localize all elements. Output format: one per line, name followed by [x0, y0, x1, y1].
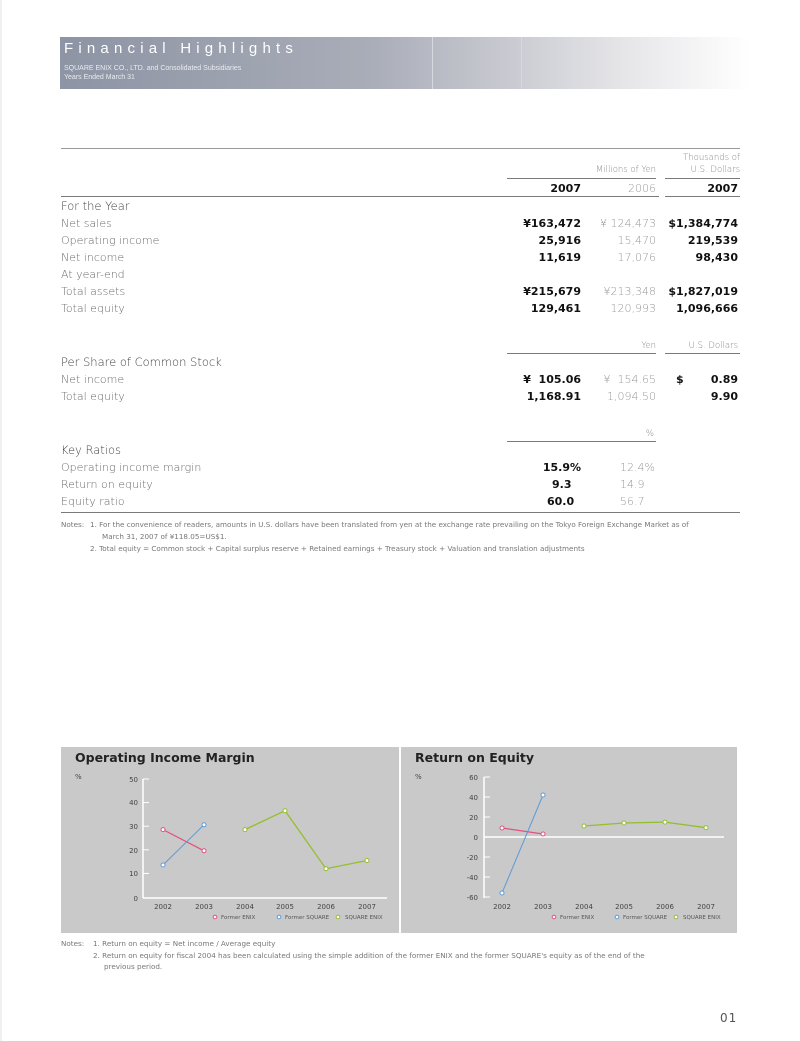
roe-chart-plot: [401, 747, 737, 933]
svg-text:Former SQUARE: Former SQUARE: [623, 915, 668, 921]
svg-text:2005: 2005: [615, 903, 633, 911]
usd-sign: $: [676, 373, 684, 386]
x-ticks: [493, 903, 715, 911]
unit-yen: Millions of Yen: [595, 165, 656, 175]
usd-rule: [665, 178, 740, 179]
chart-title: Operating Income Margin: [75, 750, 255, 765]
row-label: Net sales: [61, 217, 112, 230]
y-unit-label: %: [415, 773, 422, 781]
svg-text:-60: -60: [466, 894, 478, 902]
col-2006: 2006: [628, 182, 656, 195]
value-2007: 60.0: [547, 495, 575, 508]
value-usd: 98,430: [695, 251, 738, 264]
section-for-the-year: For the Year: [61, 199, 130, 213]
legend: [552, 915, 721, 921]
header-band: [60, 37, 750, 89]
unit-usd-line2: U.S. Dollars: [690, 165, 740, 175]
value-2006: 14.9: [620, 478, 645, 491]
chart-return-on-equity: [401, 747, 737, 933]
page-number: 01: [720, 1011, 738, 1025]
svg-text:60: 60: [469, 774, 478, 782]
row-label: Net income: [61, 373, 125, 386]
value-2006: 15,470: [617, 234, 656, 247]
period-label: Years Ended March 31: [64, 74, 135, 81]
value-usd: 1,096,666: [676, 302, 738, 315]
value-2007: 11,619: [538, 251, 581, 264]
value-usd: 9.90: [710, 390, 738, 403]
value-2007: ¥ 105.06: [523, 373, 581, 386]
row-label: Operating income margin: [61, 461, 202, 474]
row-label: Total equity: [61, 302, 125, 315]
per-share-usd-rule: [665, 353, 740, 354]
oim-chart-plot: [61, 747, 399, 933]
y-ticks: [129, 776, 149, 903]
unit-yen-per-share: Yen: [641, 341, 656, 351]
svg-text:20: 20: [469, 814, 478, 822]
svg-text:20: 20: [129, 847, 138, 855]
svg-text:50: 50: [129, 776, 138, 784]
yen-rule: [507, 178, 656, 179]
svg-text:2004: 2004: [575, 903, 593, 911]
svg-text:0: 0: [473, 834, 478, 842]
y-unit-label: %: [75, 773, 82, 781]
header-divider: [521, 37, 522, 89]
note-2: 2. Return on equity for fiscal 2004 has been calculated using the simple addition of the former ENIX and the former SQUARE's equity as of the end of the: [93, 951, 645, 960]
note-2: 2. Total equity = Common stock + Capital surplus reserve + Retained earnings + Treasury stock + Valuation and translation adjustments: [90, 544, 585, 553]
page-edge: [0, 0, 2, 1041]
note-1: 1. Return on equity = Net income / Average equity: [93, 939, 276, 948]
x-ticks: [154, 903, 376, 911]
svg-text:0: 0: [133, 895, 138, 903]
value-2007: 1,168.91: [526, 390, 581, 403]
value-2006: ¥ 124,473: [600, 217, 656, 230]
page-title: Financial Highlights: [64, 40, 299, 57]
value-2007: 9.3: [552, 478, 572, 491]
svg-text:Former SQUARE: Former SQUARE: [285, 915, 330, 921]
svg-text:30: 30: [129, 823, 138, 831]
svg-text:Former ENIX: Former ENIX: [221, 915, 256, 921]
svg-text:2006: 2006: [656, 903, 674, 911]
row-label: Operating income: [61, 234, 160, 247]
svg-text:2003: 2003: [195, 903, 213, 911]
value-2006: 56.7: [620, 495, 645, 508]
note-1-cont: March 31, 2007 of ¥118.05=US$1.: [102, 532, 227, 541]
value-2006: 120,993: [610, 302, 656, 315]
svg-text:2006: 2006: [317, 903, 335, 911]
value-usd: $1,384,774: [668, 217, 738, 230]
svg-text:10: 10: [129, 870, 138, 878]
unit-percent: %: [645, 429, 654, 439]
value-2007: ¥215,679: [523, 285, 581, 298]
unit-usd-per-share: U.S. Dollars: [688, 341, 738, 351]
svg-text:2003: 2003: [534, 903, 552, 911]
svg-text:40: 40: [129, 799, 138, 807]
section-key-ratios: Key Ratios: [61, 443, 122, 457]
value-usd: $1,827,019: [668, 285, 738, 298]
value-usd: 0.89: [710, 373, 738, 386]
key-ratios-rule: [507, 441, 656, 442]
row-label: Net income: [61, 251, 125, 264]
table-bottom-rule: [61, 512, 740, 513]
value-2006: 17,076: [617, 251, 656, 264]
chart-operating-income-margin: [61, 747, 399, 933]
svg-text:2007: 2007: [358, 903, 376, 911]
svg-text:2002: 2002: [493, 903, 511, 911]
value-2007: 15.9%: [542, 461, 581, 474]
svg-text:Former ENIX: Former ENIX: [560, 915, 595, 921]
unit-usd-line1: Thousands of: [683, 153, 740, 163]
header-bottom-rule: [61, 196, 659, 197]
svg-text:2007: 2007: [697, 903, 715, 911]
col-usd-2007: 2007: [707, 182, 738, 195]
svg-text:-20: -20: [466, 854, 478, 862]
svg-text:2002: 2002: [154, 903, 172, 911]
section-per-share: Per Share of Common Stock: [61, 355, 222, 369]
value-2006: ¥ 154.65: [603, 373, 656, 386]
row-label: Total equity: [61, 390, 125, 403]
svg-text:SQUARE ENIX: SQUARE ENIX: [683, 915, 721, 921]
row-label: Total assets: [61, 285, 126, 298]
per-share-yen-rule: [507, 353, 656, 354]
value-2007: ¥163,472: [523, 217, 581, 230]
note-2-cont: previous period.: [104, 962, 163, 971]
chart-title: Return on Equity: [415, 750, 535, 765]
subsection-at-year-end: At year-end: [61, 268, 125, 281]
svg-text:2005: 2005: [276, 903, 294, 911]
svg-text:-40: -40: [466, 874, 478, 882]
table-top-rule: [61, 148, 740, 149]
header-bottom-rule-usd: [665, 196, 740, 197]
value-2006: 1,094.50: [607, 390, 656, 403]
value-2007: 25,916: [538, 234, 581, 247]
svg-text:40: 40: [469, 794, 478, 802]
y-ticks: [467, 774, 490, 902]
svg-text:SQUARE ENIX: SQUARE ENIX: [345, 915, 383, 921]
note-1: 1. For the convenience of readers, amounts in U.S. dollars have been translated from yen at the exchange rate prevailing on the Tokyo Foreign Exchange Market as of: [90, 520, 689, 529]
header-divider: [432, 37, 433, 89]
col-2007: 2007: [550, 182, 581, 195]
row-label: Equity ratio: [61, 495, 125, 508]
row-label: Return on equity: [61, 478, 153, 491]
value-2006: 12.4%: [620, 461, 655, 474]
value-2007: 129,461: [530, 302, 581, 315]
notes-prefix: Notes:: [61, 939, 85, 948]
value-2006: ¥213,348: [603, 285, 656, 298]
notes-prefix: Notes:: [61, 520, 85, 529]
value-usd: 219,539: [687, 234, 738, 247]
legend: [213, 915, 383, 921]
company-name: SQUARE ENIX CO., LTD. and Consolidated Subsidiaries: [64, 65, 242, 72]
svg-text:2004: 2004: [236, 903, 254, 911]
